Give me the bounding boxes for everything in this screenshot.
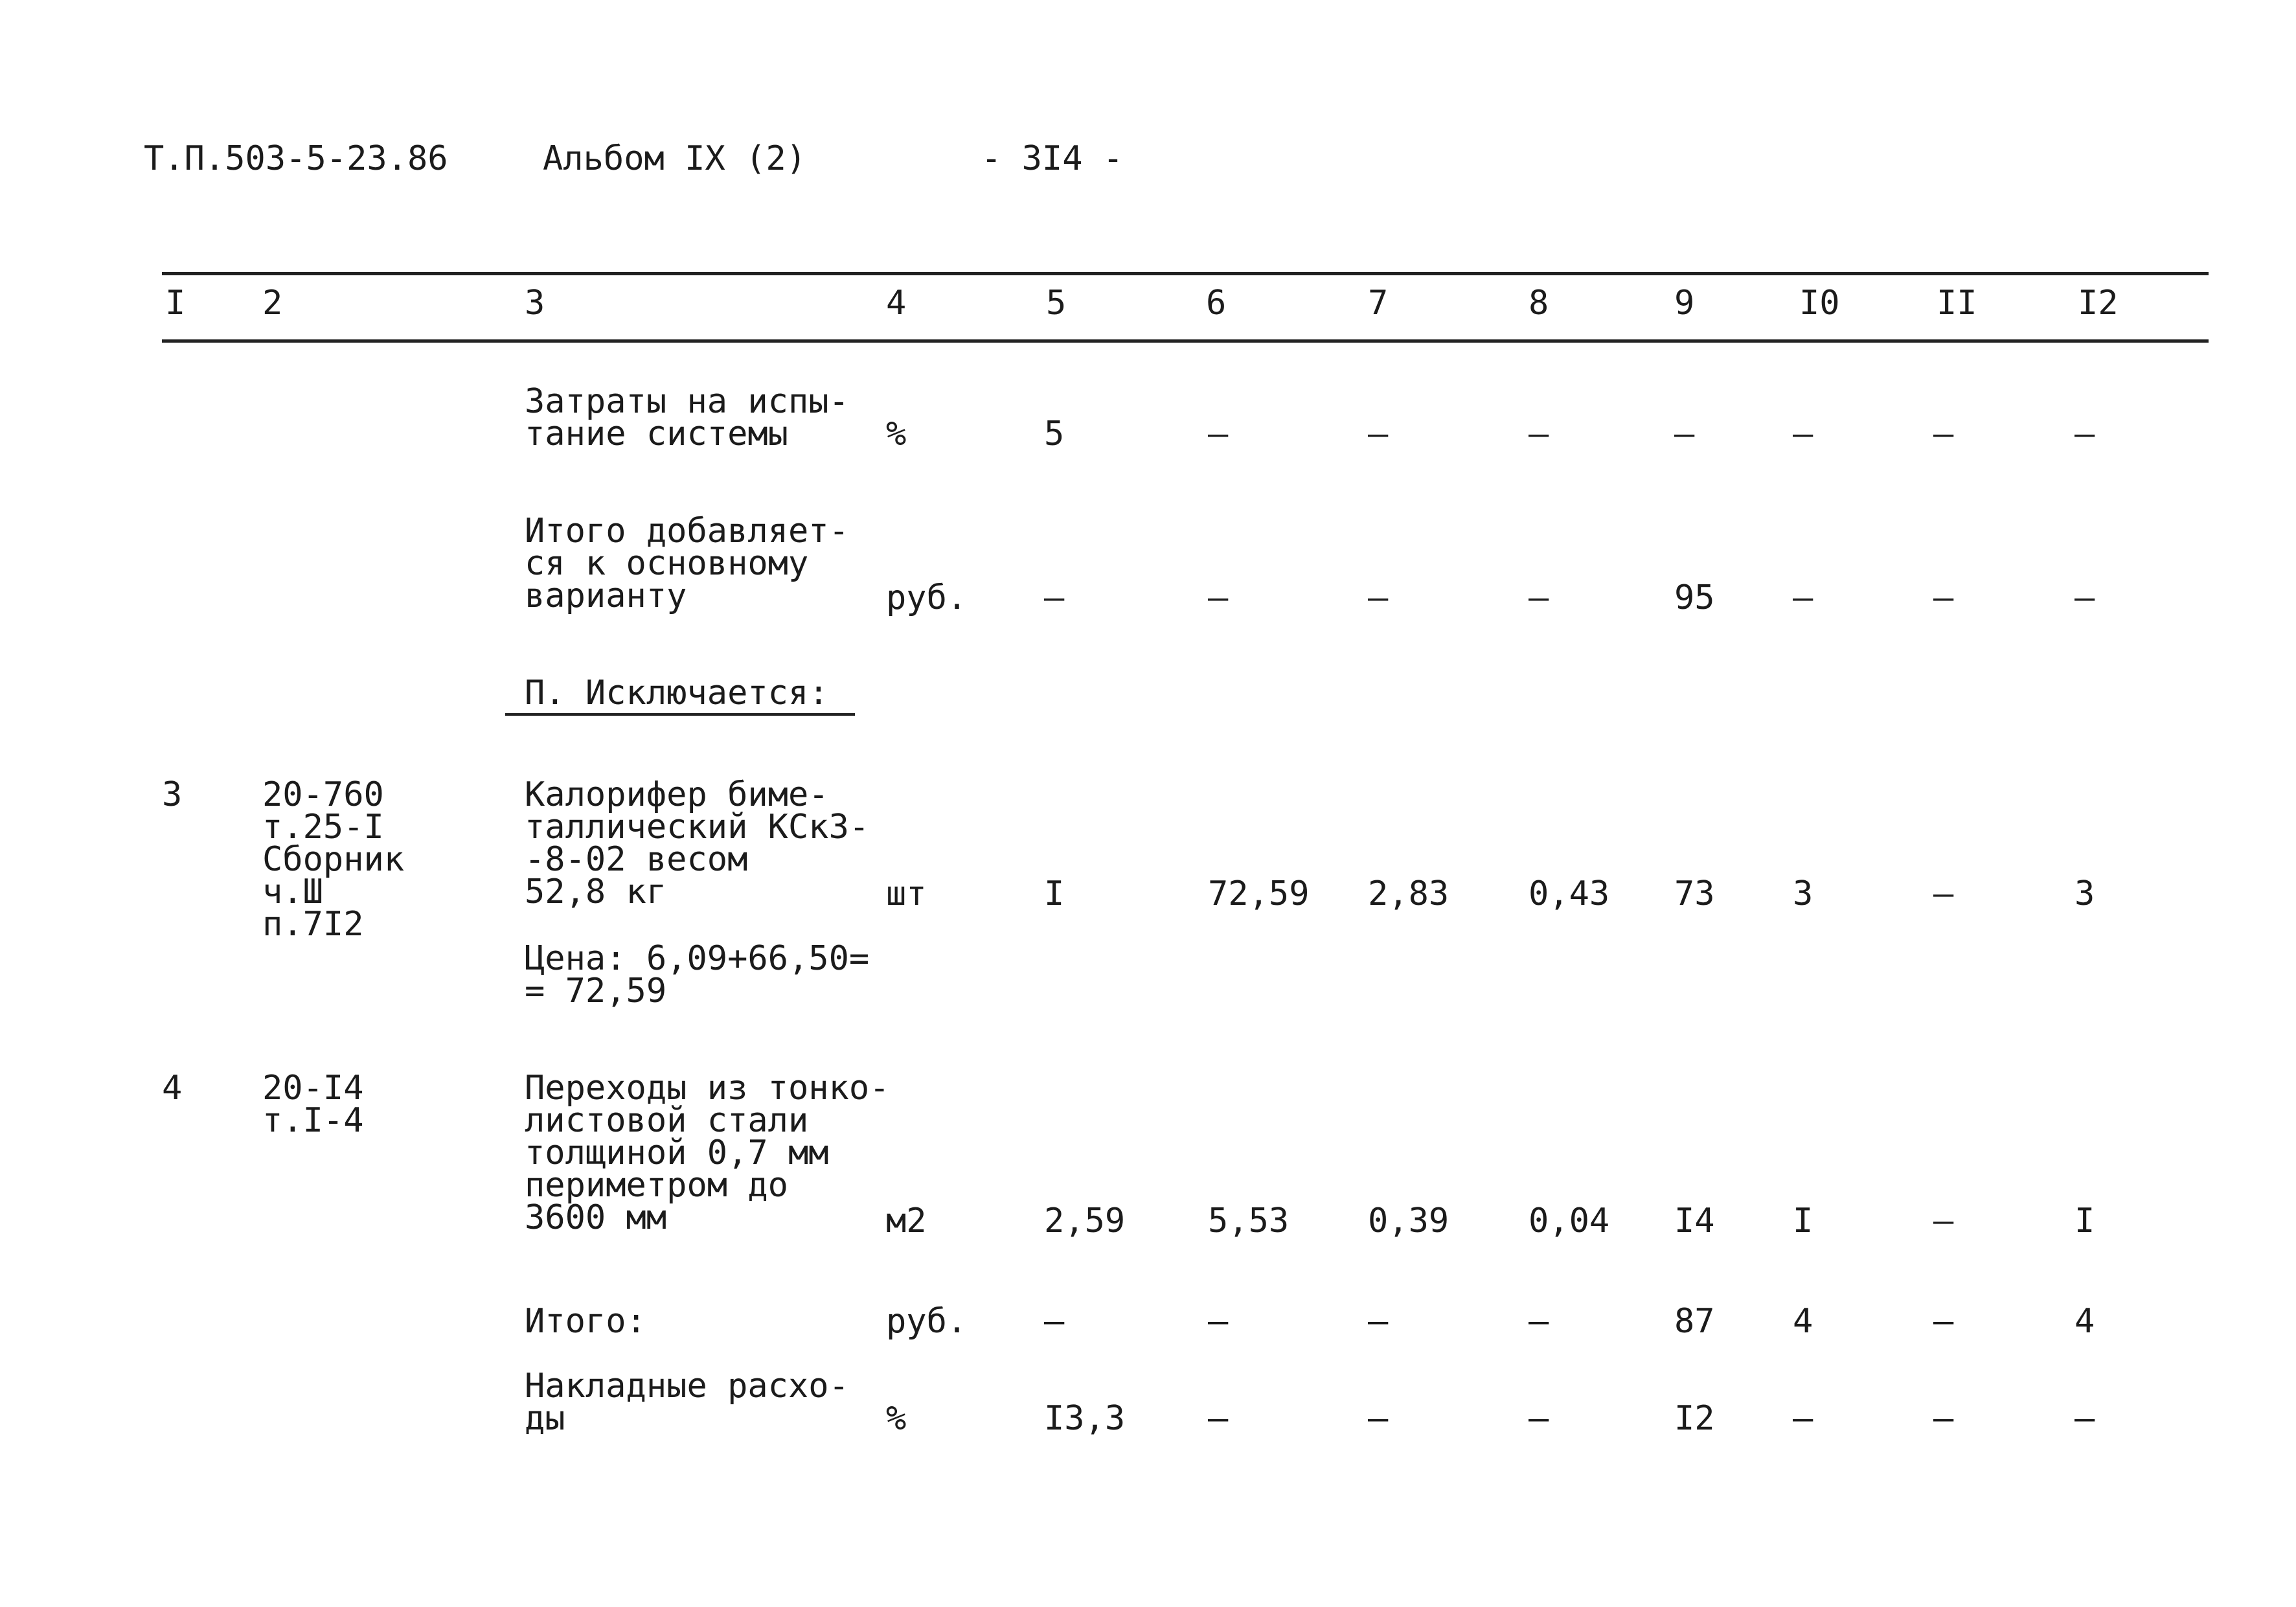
- page-number: - 3I4 -: [981, 139, 1124, 178]
- item-unit: руб.: [886, 1302, 968, 1341]
- value-col9: I2: [1674, 1399, 1715, 1438]
- value-col8: 0,04: [1529, 1202, 1610, 1240]
- price-note: Цена: 6,09+66,50= = 72,59: [525, 939, 870, 1010]
- item-unit: шт: [886, 874, 927, 913]
- column-header: 8: [1529, 284, 1549, 323]
- price-reference: 20-I4 т.I-4: [262, 1069, 364, 1140]
- value-col10: 3: [1793, 874, 1813, 913]
- item-unit: руб.: [886, 578, 968, 617]
- value-col7: 2,83: [1368, 874, 1449, 913]
- value-col10: –: [1793, 578, 1813, 617]
- value-col5: 2,59: [1044, 1202, 1126, 1240]
- value-col11: –: [1933, 415, 1954, 453]
- value-col12: –: [2074, 1399, 2095, 1438]
- value-col10: –: [1793, 415, 1813, 453]
- value-col7: –: [1368, 1302, 1389, 1341]
- row-number: 3: [162, 775, 183, 814]
- album-title: Альбом IX (2): [543, 139, 806, 178]
- item-name: Калорифер биме- таллический КСк3- -8-02 весом 52,8 кг: [525, 775, 870, 911]
- value-col7: 0,39: [1368, 1202, 1449, 1240]
- item-name: Затраты на испы- тание системы: [525, 382, 849, 453]
- column-header: 6: [1206, 284, 1227, 323]
- column-header: 2: [262, 284, 283, 323]
- column-header: I2: [2078, 284, 2119, 323]
- price-reference: 20-760 т.25-I Сборник ч.Ш п.7I2: [262, 775, 405, 944]
- value-col5: 5: [1044, 415, 1065, 453]
- document-code: Т.П.503-5-23.86: [144, 139, 448, 178]
- item-name: Переходы из тонко- листовой стали толщиной 0,7 мм периметром до 3600 мм: [525, 1069, 890, 1237]
- column-header: 4: [886, 284, 907, 323]
- value-col7: –: [1368, 578, 1389, 617]
- column-header: 9: [1674, 284, 1695, 323]
- section-heading: П. Исключается:: [505, 677, 855, 716]
- item-unit: %: [886, 1399, 907, 1438]
- value-col8: –: [1529, 1302, 1549, 1341]
- value-col5: I3,3: [1044, 1399, 1126, 1438]
- value-col5: I: [1044, 874, 1065, 913]
- column-header: I: [165, 284, 186, 323]
- value-col10: 4: [1793, 1302, 1813, 1341]
- value-col9: 95: [1674, 578, 1715, 617]
- value-col12: –: [2074, 578, 2095, 617]
- column-header: II: [1937, 284, 1977, 323]
- value-col8: –: [1529, 1399, 1549, 1438]
- value-col12: 3: [2074, 874, 2095, 913]
- row-number: 4: [162, 1069, 183, 1108]
- value-col8: –: [1529, 578, 1549, 617]
- item-name: Итого:: [525, 1302, 646, 1341]
- value-col6: 5,53: [1208, 1202, 1290, 1240]
- value-col6: –: [1208, 578, 1229, 617]
- item-name: Накладные расхо- ды: [525, 1367, 849, 1438]
- value-col8: 0,43: [1529, 874, 1610, 913]
- value-col9: 87: [1674, 1302, 1715, 1341]
- value-col12: 4: [2074, 1302, 2095, 1341]
- value-col9: –: [1674, 415, 1695, 453]
- column-header: 7: [1368, 284, 1389, 323]
- column-header: I0: [1799, 284, 1840, 323]
- value-col12: –: [2074, 415, 2095, 453]
- table-header-rule: [162, 339, 2209, 343]
- item-unit: м2: [886, 1202, 927, 1240]
- value-col11: –: [1933, 578, 1954, 617]
- value-col5: –: [1044, 578, 1065, 617]
- value-col7: –: [1368, 415, 1389, 453]
- table-top-rule: [162, 272, 2209, 275]
- value-col9: 73: [1674, 874, 1715, 913]
- value-col10: I: [1793, 1202, 1813, 1240]
- item-unit: %: [886, 415, 907, 453]
- value-col10: –: [1793, 1399, 1813, 1438]
- value-col9: I4: [1674, 1202, 1715, 1240]
- value-col11: –: [1933, 1399, 1954, 1438]
- value-col6: 72,59: [1208, 874, 1310, 913]
- value-col12: I: [2074, 1202, 2095, 1240]
- item-name: Итого добавляет- ся к основному варианту: [525, 512, 849, 615]
- value-col8: –: [1529, 415, 1549, 453]
- value-col6: –: [1208, 1302, 1229, 1341]
- value-col11: –: [1933, 874, 1954, 913]
- value-col5: –: [1044, 1302, 1065, 1341]
- value-col6: –: [1208, 415, 1229, 453]
- value-col6: –: [1208, 1399, 1229, 1438]
- value-col11: –: [1933, 1202, 1954, 1240]
- column-header: 3: [525, 284, 545, 323]
- value-col7: –: [1368, 1399, 1389, 1438]
- value-col11: –: [1933, 1302, 1954, 1341]
- column-header: 5: [1046, 284, 1067, 323]
